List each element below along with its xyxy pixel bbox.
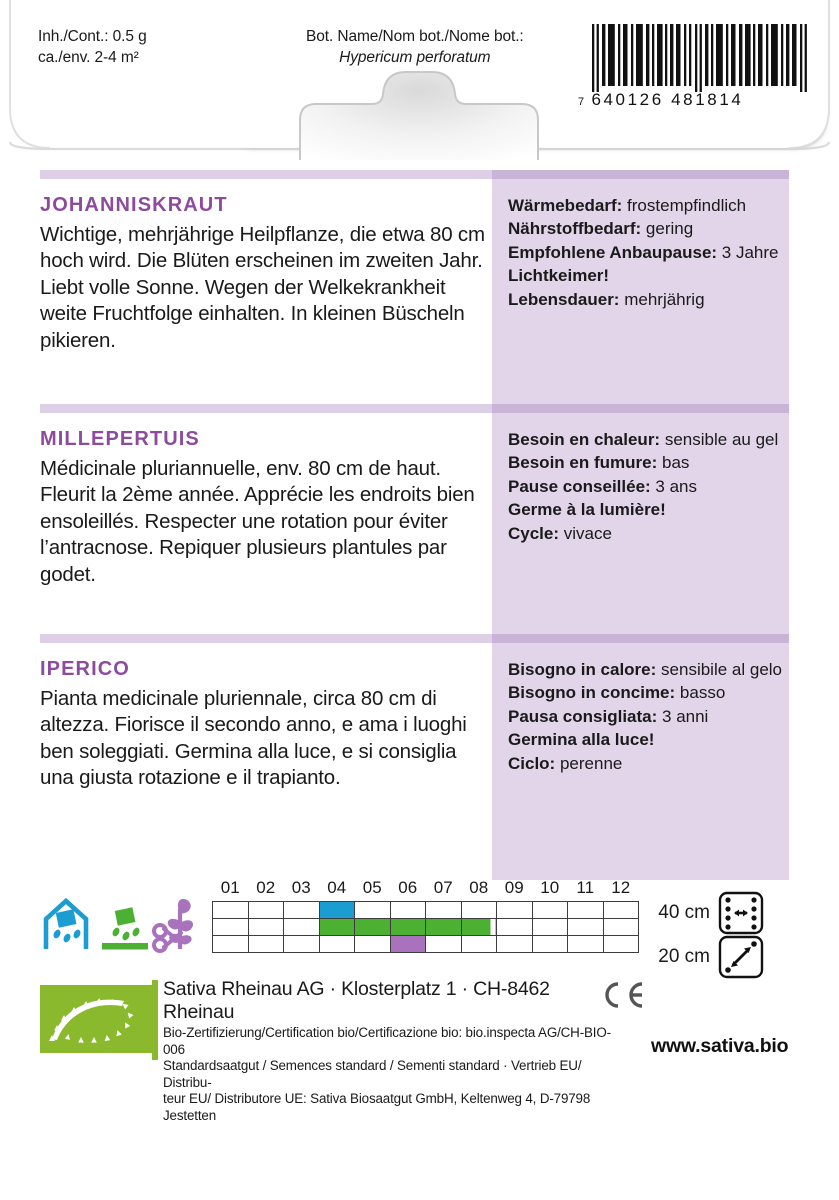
company-address: Sativa Rheinau AG · Klosterplatz 1 · CH-8462 Rheinau [163, 978, 550, 1023]
row-distance [650, 891, 764, 935]
cal-cell [461, 935, 497, 952]
cal-cell [284, 901, 320, 918]
calendar-month-header [213, 875, 639, 901]
fact-value: mehrjährig [624, 289, 705, 309]
fact-key: Germe à la lumière! [508, 500, 666, 520]
packet-header [0, 0, 839, 160]
fact-value: 3 Jahre [721, 242, 779, 262]
cal-cell [426, 935, 462, 952]
plant-description-de: Wichtige, mehrjährige Heilpflanze, die etwa 80 cm hoch wird. Die Blüten erscheinen im zweiten Jahr. Liebt volle Sonne. Wegen der Welkekrankheit weite Fruchtfolge einhalten. In kleinen Büscheln pikieren. [40, 223, 485, 352]
month-label: 01 [220, 877, 240, 897]
greenhouse-sowing-icon [46, 901, 86, 949]
plant-description-it: Pianta medicinale pluriennale, circa 80 cm di altezza. Fiorisce il secondo anno, e ama i luoghi ben soleggiati. Germina alla luce, e si consiglia una giusta rotazione e il trapianto. [40, 687, 467, 790]
botanical-name-value: Hypericum perforatum [339, 49, 491, 67]
month-label: 06 [398, 877, 418, 897]
fact-key: Pausa consigliata: [508, 706, 658, 726]
cal-cell [568, 918, 604, 935]
month-label: 02 [256, 877, 276, 897]
cal-cell-active [461, 918, 497, 935]
contents-weight: Inh./Cont.: 0.5 g [38, 28, 147, 45]
cal-cell [248, 918, 284, 935]
fact-row [508, 264, 786, 287]
website-url[interactable]: www.sativa.bio [651, 1035, 789, 1057]
cal-cell [497, 935, 533, 952]
cal-cell-active [319, 901, 355, 918]
calendar-table [212, 875, 639, 953]
cal-cell [603, 935, 639, 952]
certification-line: Bio-Zertifizierung/Certification bio/Certificazione bio: bio.inspecta AG/CH-BIO-006 [163, 1025, 611, 1057]
fact-key: Nährstoffbedarf: [508, 219, 642, 239]
cal-cell [568, 901, 604, 918]
fact-row [508, 194, 786, 217]
fact-row [508, 658, 786, 681]
month-label: 09 [504, 877, 524, 897]
botanical-name-label: Bot. Name/Nom bot./Nome bot.: [306, 28, 524, 45]
botanical-name-block [306, 26, 524, 69]
cal-cell [532, 901, 568, 918]
spacing-indicators [650, 885, 810, 981]
packet-footer [0, 978, 839, 1124]
fact-row [508, 288, 786, 311]
calendar-row-direct-sowing [213, 918, 639, 935]
calendar-row-greenhouse-sowing [213, 901, 639, 918]
cal-cell [355, 935, 391, 952]
cal-cell [390, 901, 426, 918]
cal-cell [426, 901, 462, 918]
fact-key: Empfohlene Anbaupause: [508, 242, 718, 262]
standard-seed-line: Standardsaatgut / Semences standard / Sementi standard · Vertrieb EU/ Distribu- [163, 1058, 582, 1090]
cal-cell [532, 935, 568, 952]
cal-cell [497, 901, 533, 918]
row-distance-label: 40 cm [658, 902, 710, 923]
fact-value: frostempfindlich [627, 196, 747, 215]
footer-text-block [163, 978, 623, 1125]
fact-value: bas [661, 453, 690, 473]
footer-accent-bar [152, 980, 158, 1060]
cal-cell [603, 901, 639, 918]
ce-mark-icon [598, 980, 646, 1010]
fact-value: sensible au gel [664, 430, 779, 449]
cal-cell [532, 918, 568, 935]
cal-cell [461, 901, 497, 918]
row-spacing-icon [718, 891, 764, 935]
calendar-grid [212, 875, 639, 953]
cal-cell [213, 935, 249, 952]
fact-row [508, 728, 786, 751]
month-label: 04 [327, 877, 347, 897]
fact-key: Cycle: [508, 523, 560, 543]
fact-key: Bisogno in concime: [508, 683, 676, 703]
plant-name-de: JOHANNISKRAUT [40, 194, 228, 216]
fact-value: sensibile al gelo [661, 660, 782, 679]
barcode-bars-icon [592, 24, 810, 92]
month-label: 03 [291, 877, 311, 897]
cal-cell [603, 918, 639, 935]
description-block-it [40, 658, 485, 792]
fact-row [508, 752, 786, 775]
cal-cell-active [355, 918, 391, 935]
cal-cell-active [390, 918, 426, 935]
cal-cell [319, 935, 355, 952]
cal-cell [248, 935, 284, 952]
barcode-number [578, 90, 813, 110]
fact-row [508, 451, 786, 474]
month-label: 12 [611, 877, 631, 897]
fact-key: Pause conseillée: [508, 476, 651, 496]
contents-area: ca./env. 2-4 m² [38, 49, 139, 67]
plant-name-it: IPERICO [40, 658, 130, 680]
barcode-lead-digit: 7 [578, 96, 585, 108]
fact-row [508, 705, 786, 728]
fact-row [508, 475, 786, 498]
sowing-calendar [0, 875, 839, 985]
fact-value: vivace [563, 523, 612, 543]
month-label: 08 [469, 877, 489, 897]
barcode [578, 24, 813, 116]
direct-sowing-icon [102, 907, 148, 949]
fact-key: Bisogno in calore: [508, 660, 657, 679]
description-block-fr [40, 428, 485, 588]
fact-row [508, 522, 786, 545]
fact-key: Wärmebedarf: [508, 196, 623, 215]
month-label: 07 [433, 877, 453, 897]
cal-cell-active [390, 935, 426, 952]
cal-cell [568, 935, 604, 952]
eu-organic-logo-icon [40, 985, 152, 1053]
cal-cell-active [319, 918, 355, 935]
plant-distance-label: 20 cm [658, 946, 710, 967]
fact-key: Ciclo: [508, 753, 556, 773]
fact-key: Lichtkeimer! [508, 266, 610, 286]
plant-description-fr: Médicinale pluriannuelle, env. 80 cm de haut. Fleurit la 2ème année. Apprécie les endroits bien ensoleillés. Respecter une rotation pour éviter l’antracnose. Repiquer plusieurs plantules par godet. [40, 457, 475, 586]
fact-key: Besoin en chaleur: [508, 430, 661, 449]
facts-list-it [508, 658, 786, 775]
fact-value: perenne [559, 753, 623, 773]
month-label: 11 [576, 877, 595, 897]
barcode-main-digits: 640126 481814 [591, 90, 744, 109]
fact-row [508, 428, 786, 451]
distributor-line: teur EU/ Distributore UE: Sativa Biosaatgut GmbH, Keltenweg 4, D-79798 Jestetten [163, 1091, 591, 1124]
cal-cell [284, 918, 320, 935]
cal-cell [213, 918, 249, 935]
fact-key: Lebensdauer: [508, 289, 620, 309]
cal-cell [213, 901, 249, 918]
facts-list-de [508, 194, 786, 311]
description-block-de [40, 194, 485, 354]
plant-name-fr: MILLEPERTUIS [40, 428, 200, 450]
fact-value: gering [645, 219, 694, 239]
month-label: 05 [362, 877, 382, 897]
fact-row [508, 681, 786, 704]
harvest-icon [154, 899, 193, 951]
calendar-legend-icons [40, 893, 210, 955]
section-divider [40, 634, 789, 643]
cal-cell-active [426, 918, 462, 935]
calendar-row-harvest [213, 935, 639, 952]
month-label: 10 [540, 877, 560, 897]
fact-row [508, 217, 786, 240]
fact-value: basso [679, 683, 726, 703]
facts-list-fr [508, 428, 786, 545]
cal-cell [497, 918, 533, 935]
plant-distance [650, 935, 764, 979]
cal-cell [248, 901, 284, 918]
cal-cell [355, 901, 391, 918]
fact-value: 3 ans [655, 476, 698, 496]
fact-value: 3 anni [662, 706, 709, 726]
fact-key: Germina alla luce! [508, 730, 655, 750]
fact-row [508, 498, 786, 521]
legend-icon-group [40, 893, 210, 955]
contents-info [38, 26, 147, 69]
cal-cell [284, 935, 320, 952]
fact-row [508, 241, 786, 264]
section-divider [40, 170, 789, 179]
plant-spacing-icon [718, 935, 764, 979]
section-divider [40, 404, 789, 413]
fact-key: Besoin en fumure: [508, 453, 658, 473]
